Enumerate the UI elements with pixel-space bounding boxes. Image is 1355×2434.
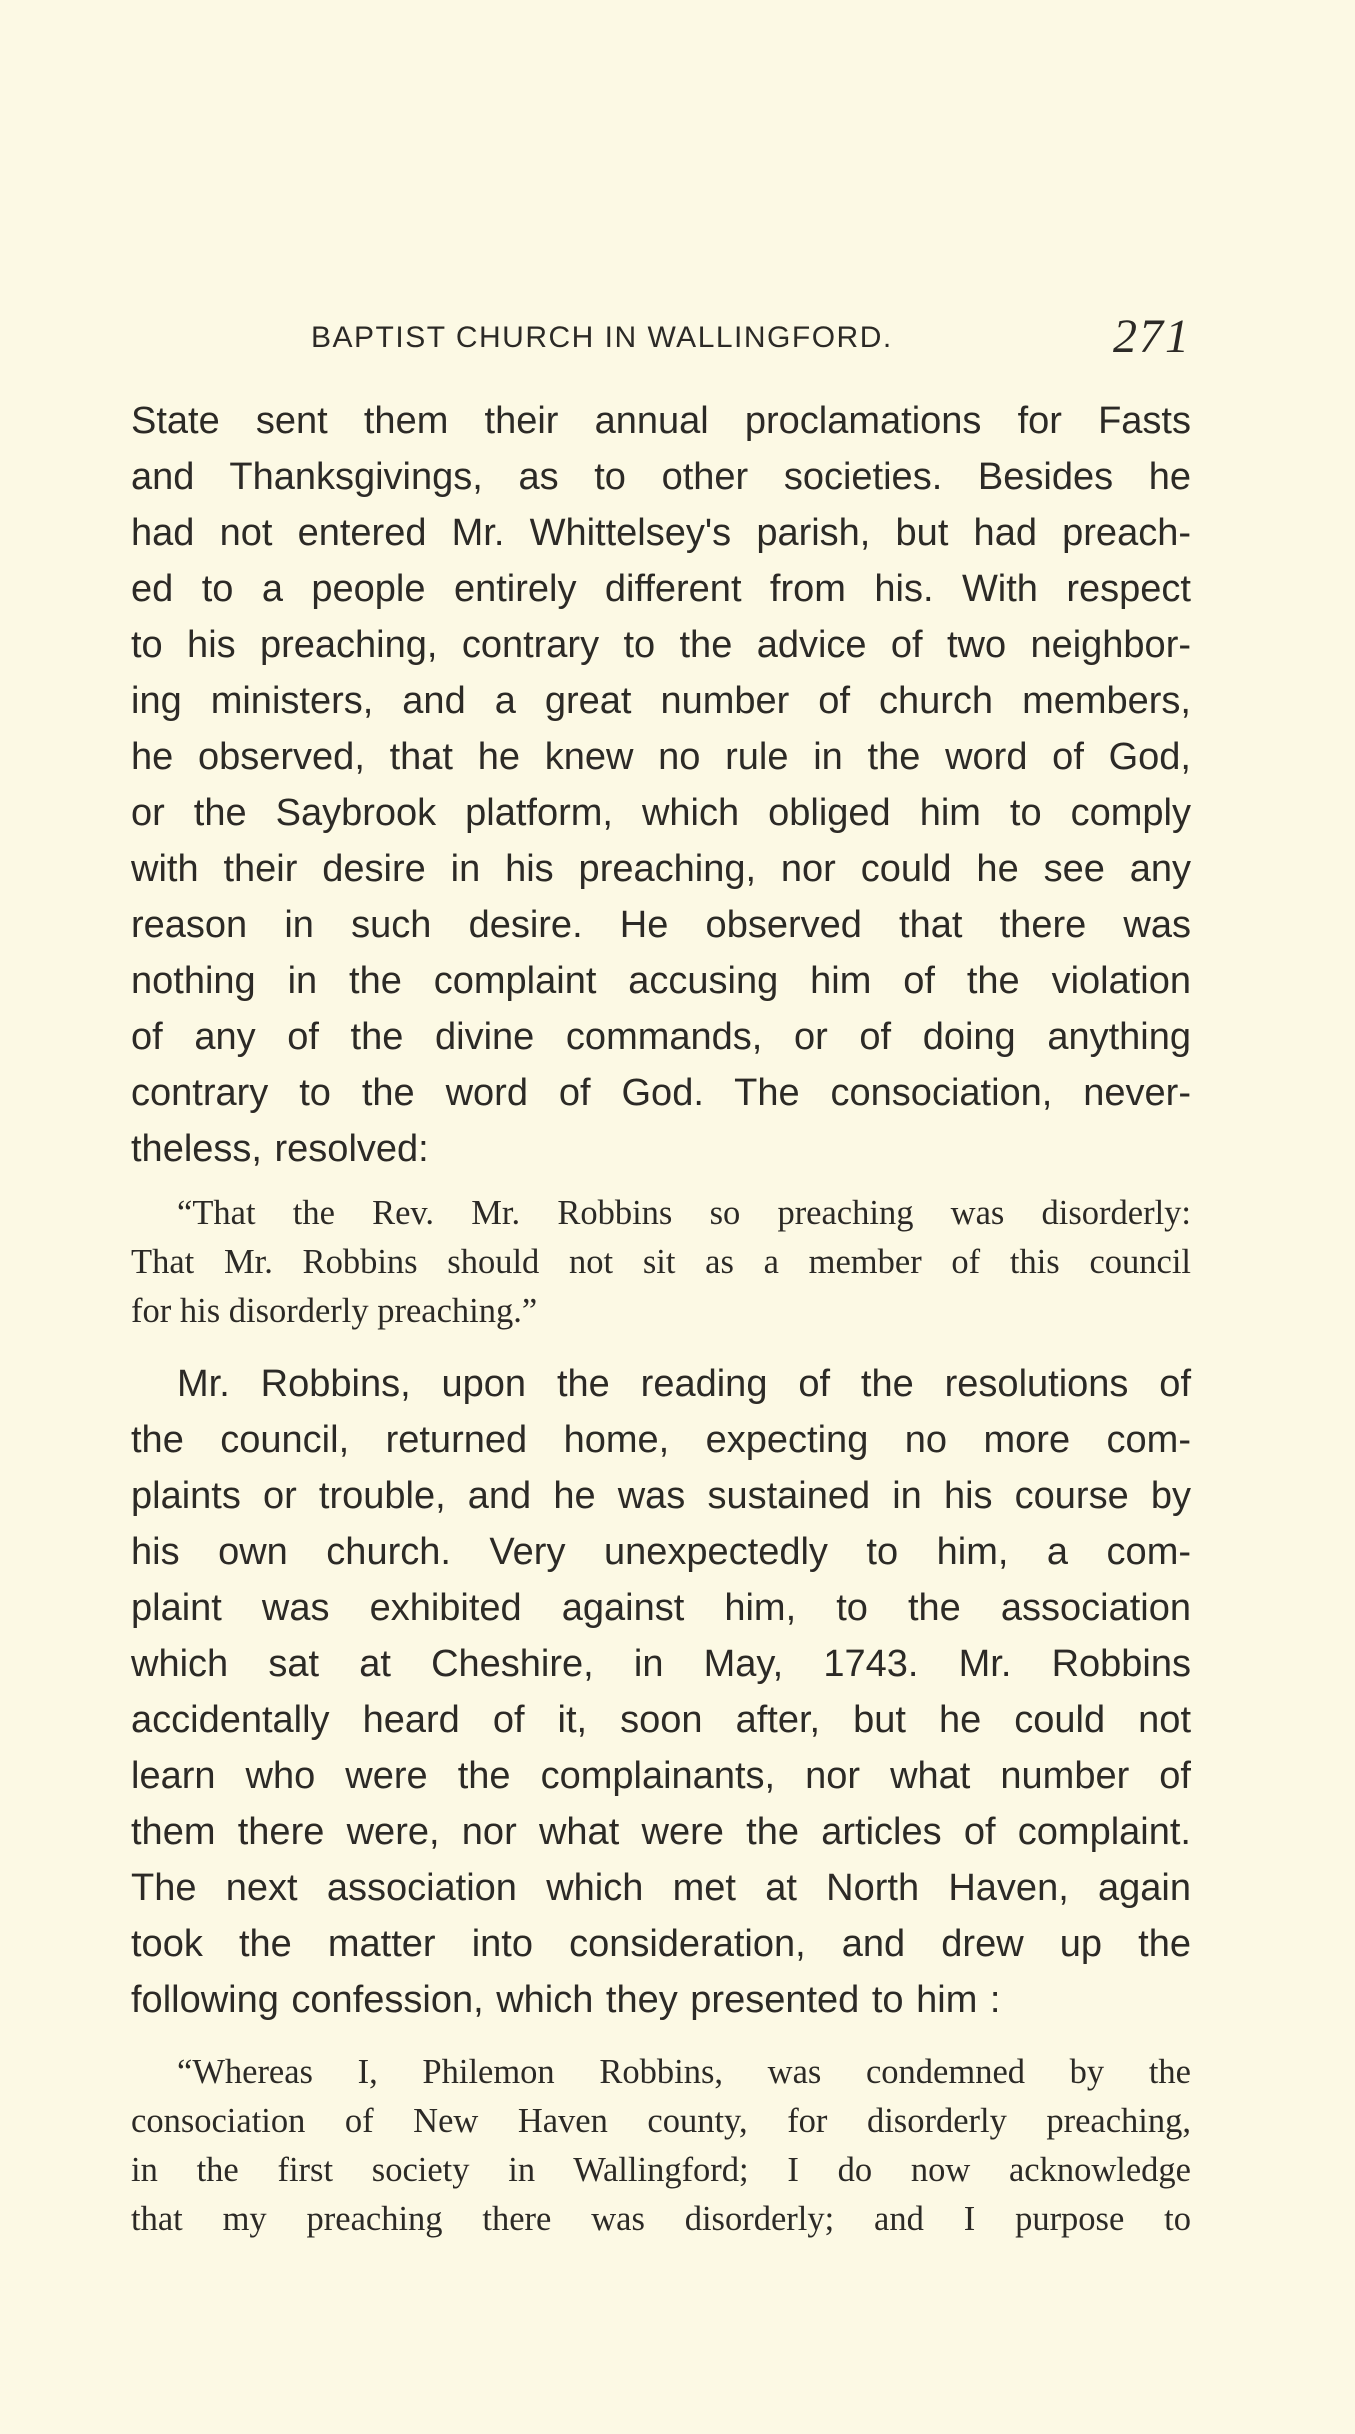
paragraph-1 xyxy=(131,393,1191,1177)
text-line: or the Saybrook platform, which obliged him to comply xyxy=(131,792,1191,834)
text-line: plaints or trouble, and he was sustained in his course by xyxy=(131,1475,1191,1517)
text-line: ing ministers, and a great number of church members, xyxy=(131,680,1191,722)
text-line: of any of the divine commands, or of doing anything xyxy=(131,1016,1191,1058)
text-line: State sent them their annual proclamations for Fasts xyxy=(131,400,1191,442)
text-line: following confession, which they presented to him : xyxy=(131,1979,1001,2021)
quote-line: that my preaching there was disorderly; and I purpose to xyxy=(131,2200,1191,2238)
quote-line: in the first society in Wallingford; I do now acknowledge xyxy=(131,2151,1191,2189)
quote-line: “Whereas I, Philemon Robbins, was condemned by the xyxy=(177,2053,1191,2091)
quote-line: for his disorderly preaching.” xyxy=(131,1292,538,1330)
text-line: Mr. Robbins, upon the reading of the resolutions of xyxy=(177,1363,1191,1405)
text-line: them there were, nor what were the articles of complaint. xyxy=(131,1811,1191,1853)
text-line: learn who were the complainants, nor what number of xyxy=(131,1755,1191,1797)
text-line: which sat at Cheshire, in May, 1743. Mr. Robbins xyxy=(131,1643,1191,1685)
text-line: with their desire in his preaching, nor could he see any xyxy=(131,848,1191,890)
text-line: and Thanksgivings, as to other societies. Besides he xyxy=(131,456,1191,498)
text-line: to his preaching, contrary to the advice of two neighbor- xyxy=(131,624,1191,666)
body-text xyxy=(131,393,1191,2244)
quote-line: consociation of New Haven county, for disorderly preaching, xyxy=(131,2102,1191,2140)
text-line: his own church. Very unexpectedly to him, a com- xyxy=(131,1531,1191,1573)
paragraph-2 xyxy=(131,1356,1191,2028)
text-line: theless, resolved: xyxy=(131,1128,429,1170)
page-number: 271 xyxy=(1113,310,1191,363)
text-line: contrary to the word of God. The consociation, never- xyxy=(131,1072,1191,1114)
text-line: accidentally heard of it, soon after, but he could not xyxy=(131,1699,1191,1741)
quotation-2 xyxy=(131,2048,1191,2244)
text-line: had not entered Mr. Whittelsey's parish, but had preach- xyxy=(131,512,1191,554)
text-line: The next association which met at North Haven, again xyxy=(131,1867,1191,1909)
text-line: took the matter into consideration, and drew up the xyxy=(131,1923,1191,1965)
quote-line: That Mr. Robbins should not sit as a member of this council xyxy=(131,1243,1191,1281)
text-line: plaint was exhibited against him, to the association xyxy=(131,1587,1191,1629)
running-title: BAPTIST CHURCH IN WALLINGFORD. xyxy=(311,321,893,354)
running-head xyxy=(131,310,1191,378)
text-line: nothing in the complaint accusing him of the violation xyxy=(131,960,1191,1002)
text-line: ed to a people entirely different from his. With respect xyxy=(131,568,1191,610)
quotation-1 xyxy=(131,1189,1191,1336)
text-line: the council, returned home, expecting no more com- xyxy=(131,1419,1191,1461)
text-line: he observed, that he knew no rule in the word of God, xyxy=(131,736,1191,778)
text-line: reason in such desire. He observed that there was xyxy=(131,904,1191,946)
quote-line: “That the Rev. Mr. Robbins so preaching was disorderly: xyxy=(177,1194,1191,1232)
